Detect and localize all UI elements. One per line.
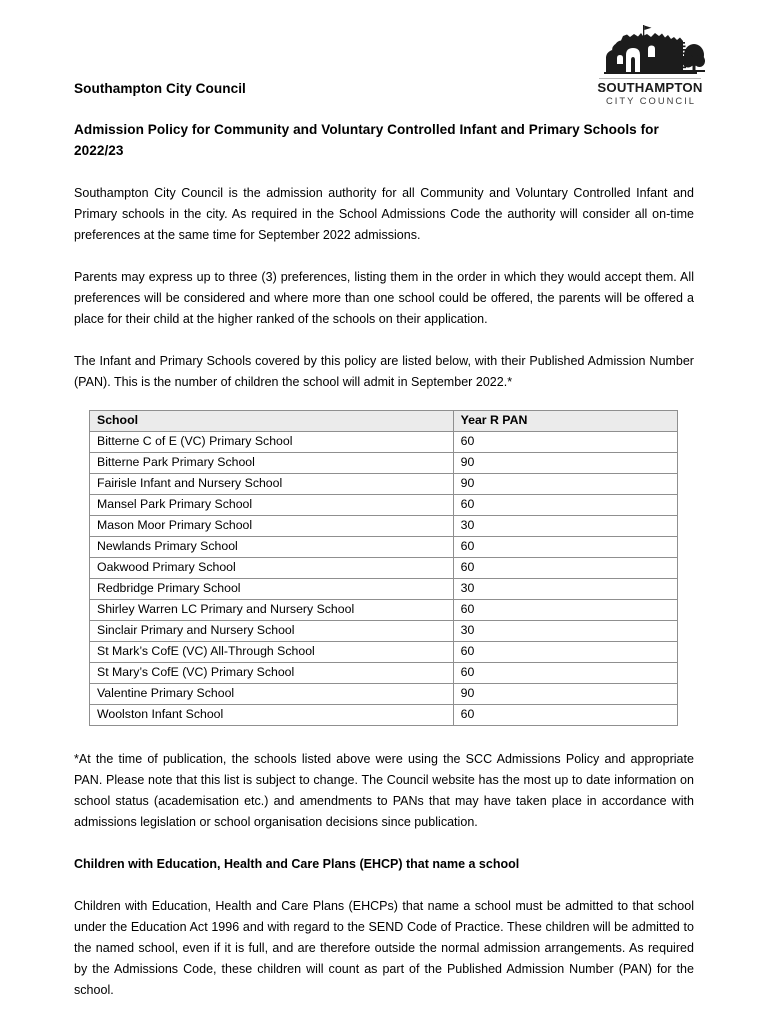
cell-school-name: Sinclair Primary and Nursery School [90,621,454,642]
cell-school-name: Redbridge Primary School [90,579,454,600]
document-content [74,0,694,1001]
spacer [74,330,694,351]
cell-school-name: Fairisle Infant and Nursery School [90,474,454,495]
table-row [90,474,678,495]
document-title: Admission Policy for Community and Voluntary Controlled Infant and Primary Schools for 2022/23 [74,122,659,158]
organisation-title: Southampton City Council [74,81,246,96]
cell-pan-value: 60 [453,558,677,579]
column-header-year-r-pan: Year R PAN [453,411,677,432]
table-row [90,663,678,684]
spacer [74,246,694,267]
cell-pan-value: 60 [453,642,677,663]
table-row [90,558,678,579]
cell-school-name: St Mark’s CofE (VC) All-Through School [90,642,454,663]
cell-school-name: Mason Moor Primary School [90,516,454,537]
table-row [90,495,678,516]
cell-pan-value: 90 [453,684,677,705]
preferences-paragraph: Parents may express up to three (3) preferences, listing them in the order in which they would accept them. All preferences will be considered and where more than one school could be offered, the parents will be offered a place for their child at the higher ranked of the schools on their application. [74,270,694,326]
ehcp-paragraph: Children with Education, Health and Care Plans (EHCPs) that name a school must be admitted to that school under the Education Act 1996 and with regard to the SEND Code of Practice. These children will be admitted to the named school, even if it is full, and are therefore outside the normal admission arrangements. As required by the Admissions Code, these children will count as part of the Published Admission Number (PAN) for the school. [74,899,694,997]
logo-sub-wordmark: CITY COUNCIL [606,95,696,106]
cell-pan-value: 30 [453,516,677,537]
spacer [74,161,694,183]
spacer [74,875,694,896]
cell-school-name: Bitterne Park Primary School [90,453,454,474]
cell-pan-value: 60 [453,432,677,453]
ehcp-section-heading: Children with Education, Health and Care Plans (EHCP) that name a school [74,857,520,871]
table-row [90,705,678,726]
column-header-school: School [90,411,454,432]
cell-school-name: Shirley Warren LC Primary and Nursery School [90,600,454,621]
table-body [90,432,678,726]
publication-note-paragraph: *At the time of publication, the schools listed above were using the SCC Admissions Policy and appropriate PAN. Please note that this list is subject to change. The Council website has the most up to date information on school status (academisation etc.) and amendments to PANs that may have taken place in accordance with admissions legislation or school organisation decisions since publication. [74,752,694,829]
table-row [90,537,678,558]
table-row [90,453,678,474]
cell-pan-value: 30 [453,621,677,642]
table-row [90,432,678,453]
cell-school-name: Valentine Primary School [90,684,454,705]
table-row [90,579,678,600]
pan-intro-paragraph: The Infant and Primary Schools covered by this policy are listed below, with their Published Admission Number (PAN). This is the number of children the school will admit in September 2022.* [74,354,694,389]
spacer [74,728,694,749]
cell-pan-value: 30 [453,579,677,600]
cell-school-name: St Mary’s CofE (VC) Primary School [90,663,454,684]
cell-school-name: Oakwood Primary School [90,558,454,579]
cell-school-name: Mansel Park Primary School [90,495,454,516]
cell-pan-value: 60 [453,663,677,684]
cell-pan-value: 60 [453,705,677,726]
cell-pan-value: 90 [453,474,677,495]
cell-school-name: Bitterne C of E (VC) Primary School [90,432,454,453]
spacer [74,833,694,854]
cell-pan-value: 90 [453,453,677,474]
cell-pan-value: 60 [453,600,677,621]
table-header-row [90,411,678,432]
logo-wordmark: SOUTHAMPTON [597,80,703,95]
table-row [90,684,678,705]
pan-table-container [74,393,694,728]
intro-paragraph: Southampton City Council is the admission authority for all Community and Voluntary Controlled Infant and Primary schools in the city. As required in the School Admissions Code the authority will consider all on-time preferences at the same time for September 2022 admissions. [74,186,694,242]
table-row [90,642,678,663]
table-row [90,600,678,621]
school-pan-table [89,410,678,726]
table-row [90,516,678,537]
table-row [90,621,678,642]
cell-school-name: Woolston Infant School [90,705,454,726]
cell-pan-value: 60 [453,495,677,516]
cell-school-name: Newlands Primary School [90,537,454,558]
cell-pan-value: 60 [453,537,677,558]
